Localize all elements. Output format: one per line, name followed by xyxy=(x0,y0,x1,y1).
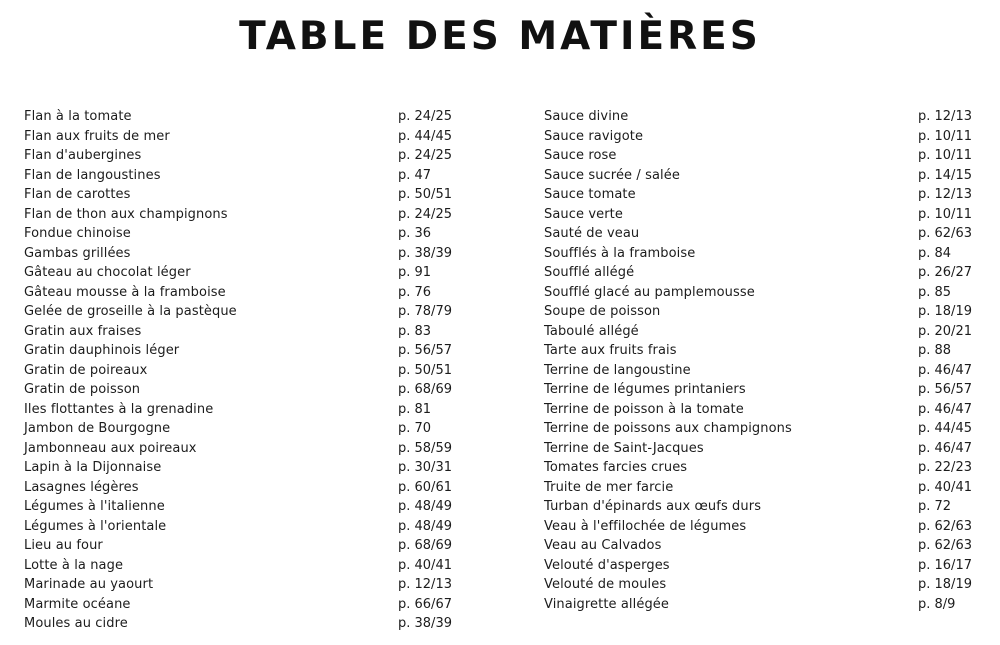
toc-entry xyxy=(544,127,984,147)
toc-entry xyxy=(544,517,984,537)
toc-entry-page: p. 85 xyxy=(918,284,952,300)
toc-entry-page: p. 56/57 xyxy=(918,382,972,397)
toc-entry-title: Terrine de Saint-Jacques xyxy=(544,440,704,456)
toc-entry-title: Fondue chinoise xyxy=(24,226,131,241)
toc-entry-title: Flan de carottes xyxy=(24,187,131,202)
toc-entry xyxy=(544,478,984,498)
toc-entry xyxy=(544,263,984,283)
toc-entry xyxy=(24,575,472,595)
toc-entry-page: p. 38/39 xyxy=(398,616,452,631)
toc-entry xyxy=(544,439,984,459)
toc-entry-page: p. 30/31 xyxy=(398,460,452,475)
toc-entry-page: p. 44/45 xyxy=(918,421,972,436)
toc-entry-title: Veau au Calvados xyxy=(544,538,662,553)
toc-entry-title: Soupe de poisson xyxy=(544,304,661,319)
toc-entry-title: Turban d'épinards aux œufs durs xyxy=(544,499,762,514)
toc-entry-page: p. 60/61 xyxy=(398,479,452,495)
toc-entry-title: Gratin de poireaux xyxy=(24,362,148,378)
toc-entry-page: p. 18/19 xyxy=(918,304,972,319)
toc-entry xyxy=(544,205,984,225)
toc-entry-title: Sauce ravigote xyxy=(544,128,644,144)
toc-entry-page: p. 44/45 xyxy=(398,128,452,144)
toc-entry xyxy=(544,302,984,322)
toc-entry xyxy=(24,283,472,303)
toc-entry xyxy=(544,224,984,244)
toc-entry xyxy=(24,380,472,400)
toc-entry-title: Iles flottantes à la grenadine xyxy=(24,401,214,417)
toc-entry xyxy=(24,166,472,186)
toc-entry-title: Terrine de poissons aux champignons xyxy=(544,421,792,436)
toc-entry xyxy=(544,166,984,186)
toc-entry xyxy=(24,127,472,147)
toc-entry xyxy=(24,497,472,517)
toc-entry-title: Lasagnes légères xyxy=(24,479,139,495)
toc-entry-page: p. 72 xyxy=(918,499,952,514)
toc-entry xyxy=(24,302,472,322)
toc-entry xyxy=(544,458,984,478)
toc-entry-page: p. 62/63 xyxy=(918,518,972,534)
toc-entry-page: p. 66/67 xyxy=(398,596,452,612)
toc-entry-title: Soufflé glacé au pamplemousse xyxy=(544,284,755,300)
toc-entry-page: p. 81 xyxy=(398,401,432,417)
toc-entry xyxy=(24,107,472,127)
toc-entry-title: Soufflé allégé xyxy=(544,265,635,280)
toc-entry xyxy=(544,322,984,342)
toc-entry-title: Sauce rose xyxy=(544,148,617,163)
toc-entry-page: p. 12/13 xyxy=(918,187,972,202)
toc-entry-title: Veau à l'effilochée de légumes xyxy=(544,518,747,534)
toc-entry-page: p. 68/69 xyxy=(398,382,452,397)
toc-entry xyxy=(24,244,472,264)
toc-entry-page: p. 48/49 xyxy=(398,499,452,514)
toc-entry-page: p. 76 xyxy=(398,284,432,300)
toc-entry-page: p. 46/47 xyxy=(918,440,972,456)
toc-entry xyxy=(544,244,984,264)
toc-entry xyxy=(544,400,984,420)
toc-entry-page: p. 88 xyxy=(918,343,952,358)
toc-entry-page: p. 78/79 xyxy=(398,304,452,319)
toc-entry-page: p. 10/11 xyxy=(918,128,972,144)
toc-entry-title: Sauce tomate xyxy=(544,187,636,202)
toc-entry-title: Flan d'aubergines xyxy=(24,148,142,163)
toc-entry xyxy=(24,361,472,381)
toc-entry-title: Sauté de veau xyxy=(544,226,640,241)
toc-entry-page: p. 26/27 xyxy=(918,265,972,280)
toc-entry-title: Marmite océane xyxy=(24,596,131,612)
toc-entry-page: p. 47 xyxy=(398,167,432,183)
page-title: TABLE DES MATIÈRES xyxy=(239,14,761,59)
toc-entry-page: p. 24/25 xyxy=(398,148,452,163)
toc-entry xyxy=(24,341,472,361)
toc-entry xyxy=(24,263,472,283)
toc-entry-title: Lotte à la nage xyxy=(24,557,124,573)
toc-entry-title: Sauce divine xyxy=(544,109,629,124)
toc-entry-title: Terrine de poisson à la tomate xyxy=(544,401,744,417)
toc-entry xyxy=(544,341,984,361)
toc-entry xyxy=(24,478,472,498)
toc-entry-title: Gelée de groseille à la pastèque xyxy=(24,304,237,319)
toc-entry-page: p. 10/11 xyxy=(918,206,972,222)
toc-entry xyxy=(24,400,472,420)
toc-entry-page: p. 36 xyxy=(398,226,432,241)
toc-entry-page: p. 46/47 xyxy=(918,401,972,417)
toc-entry xyxy=(24,439,472,459)
toc-entry xyxy=(24,517,472,537)
toc-entry xyxy=(24,556,472,576)
toc-entry xyxy=(24,614,472,634)
toc-entry xyxy=(544,595,984,615)
toc-column-right xyxy=(544,107,984,614)
toc-entry-page: p. 40/41 xyxy=(398,557,452,573)
toc-entry-page: p. 18/19 xyxy=(918,577,972,592)
toc-entry xyxy=(24,458,472,478)
toc-entry-page: p. 83 xyxy=(398,323,432,339)
toc-entry-title: Flan aux fruits de mer xyxy=(24,128,170,144)
toc-entry-title: Légumes à l'orientale xyxy=(24,518,167,534)
toc-entry xyxy=(544,419,984,439)
toc-entry xyxy=(544,107,984,127)
toc-entry xyxy=(544,575,984,595)
toc-column-left xyxy=(24,107,472,634)
toc-entry-page: p. 62/63 xyxy=(918,226,972,241)
toc-entry-title: Gâteau mousse à la framboise xyxy=(24,284,226,300)
toc-entry-title: Lapin à la Dijonnaise xyxy=(24,460,162,475)
toc-entry xyxy=(24,146,472,166)
toc-entry xyxy=(544,497,984,517)
toc-entry-page: p. 16/17 xyxy=(918,557,972,573)
toc-entry xyxy=(544,361,984,381)
toc-entry-page: p. 10/11 xyxy=(918,148,972,163)
toc-entry-title: Jambonneau aux poireaux xyxy=(24,440,197,456)
toc-entry-page: p. 20/21 xyxy=(918,323,972,339)
toc-entry-title: Velouté d'asperges xyxy=(544,557,670,573)
toc-entry-title: Gratin aux fraises xyxy=(24,323,142,339)
toc-entry-page: p. 24/25 xyxy=(398,109,452,124)
toc-entry xyxy=(544,185,984,205)
toc-entry-page: p. 46/47 xyxy=(918,362,972,378)
toc-entry xyxy=(24,224,472,244)
toc-entry-page: p. 38/39 xyxy=(398,245,452,261)
toc-entry-title: Moules au cidre xyxy=(24,616,128,631)
toc-entry-title: Gratin dauphinois léger xyxy=(24,343,180,358)
toc-entry-title: Terrine de légumes printaniers xyxy=(544,382,746,397)
toc-entry xyxy=(24,595,472,615)
toc-entry-title: Truite de mer farcie xyxy=(544,479,674,495)
toc-entry xyxy=(544,536,984,556)
toc-entry xyxy=(544,146,984,166)
toc-entry xyxy=(24,185,472,205)
toc-entry-page: p. 24/25 xyxy=(398,206,452,222)
toc-entry-title: Gratin de poisson xyxy=(24,382,141,397)
toc-entry-page: p. 62/63 xyxy=(918,538,972,553)
toc-entry-title: Soufflés à la framboise xyxy=(544,245,696,261)
toc-entry-page: p. 14/15 xyxy=(918,167,972,183)
toc-entry-page: p. 70 xyxy=(398,421,432,436)
toc-entry-title: Sauce sucrée / salée xyxy=(544,167,680,183)
toc-entry xyxy=(544,556,984,576)
toc-entry-page: p. 50/51 xyxy=(398,187,452,202)
toc-entry-title: Gâteau au chocolat léger xyxy=(24,265,191,280)
toc-entry-page: p. 48/49 xyxy=(398,518,452,534)
toc-entry-page: p. 12/13 xyxy=(918,109,972,124)
toc-entry-title: Velouté de moules xyxy=(544,577,667,592)
toc-entry-title: Terrine de langoustine xyxy=(544,362,691,378)
toc-entry-title: Flan de thon aux champignons xyxy=(24,206,228,222)
toc-entry xyxy=(24,419,472,439)
toc-entry-page: p. 40/41 xyxy=(918,479,972,495)
toc-entry xyxy=(24,205,472,225)
toc-entry-page: p. 22/23 xyxy=(918,460,972,475)
toc-entry xyxy=(24,536,472,556)
toc-entry-title: Légumes à l'italienne xyxy=(24,499,165,514)
toc-entry-page: p. 91 xyxy=(398,265,432,280)
toc-entry-title: Tomates farcies crues xyxy=(544,460,688,475)
toc-entry xyxy=(544,283,984,303)
toc-entry-title: Jambon de Bourgogne xyxy=(24,421,171,436)
toc-entry-title: Vinaigrette allégée xyxy=(544,596,670,612)
toc-entry-page: p. 84 xyxy=(918,245,952,261)
toc-entry-title: Taboulé allégé xyxy=(544,323,639,339)
toc-entry-title: Gambas grillées xyxy=(24,245,131,261)
toc-entry-title: Lieu au four xyxy=(24,538,103,553)
toc-entry-page: p. 56/57 xyxy=(398,343,452,358)
toc-entry-page: p. 58/59 xyxy=(398,440,452,456)
toc-entry-title: Tarte aux fruits frais xyxy=(544,343,677,358)
toc-entry-page: p. 12/13 xyxy=(398,577,452,592)
toc-entry-title: Marinade au yaourt xyxy=(24,577,154,592)
toc-entry-title: Sauce verte xyxy=(544,206,623,222)
toc-entry xyxy=(24,322,472,342)
toc-entry xyxy=(544,380,984,400)
toc-entry-page: p. 68/69 xyxy=(398,538,452,553)
toc-entry-title: Flan de langoustines xyxy=(24,167,161,183)
toc-entry-title: Flan à la tomate xyxy=(24,109,132,124)
toc-entry-page: p. 50/51 xyxy=(398,362,452,378)
toc-entry-page: p. 8/9 xyxy=(918,596,956,612)
